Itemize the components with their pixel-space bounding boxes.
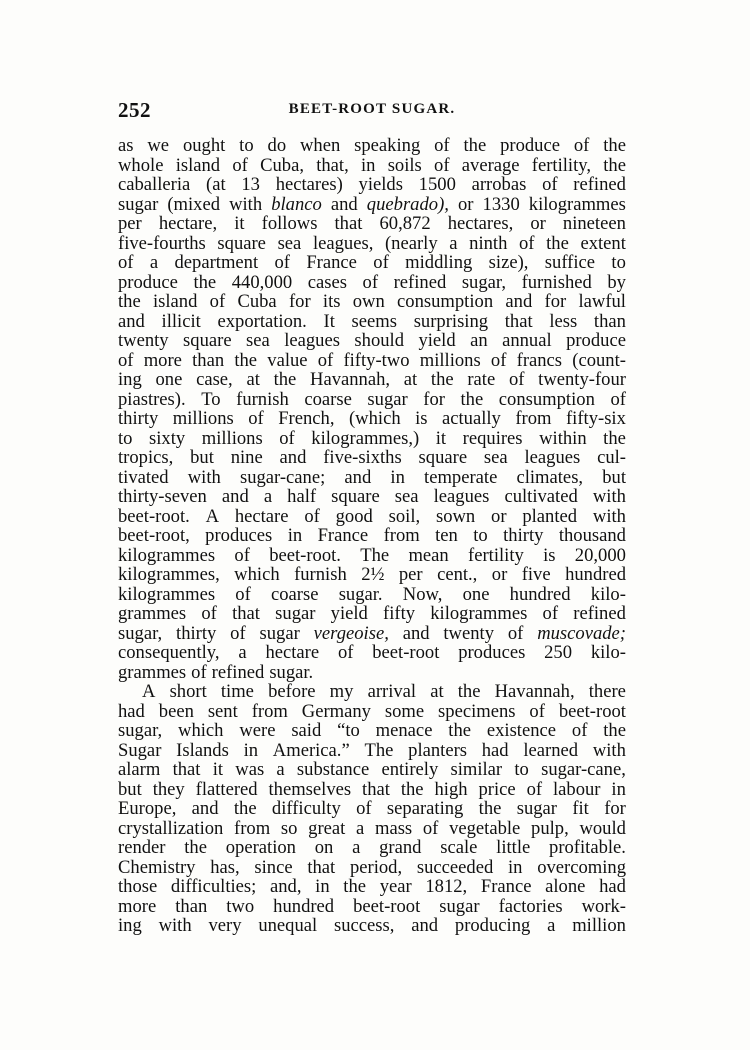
running-title: BEET-ROOT SUGAR. [288, 101, 456, 117]
text-line: had been sent from Germany some specimens of beet-root [118, 700, 626, 722]
text-line: render the operation on a grand scale little profitable. [118, 837, 626, 858]
text-line: whole island of Cuba, that, in soils of average fertility, the [118, 154, 626, 176]
text-line: thirty millions of French, (which is actually from fifty-six [118, 408, 626, 429]
page-number: 252 [118, 98, 151, 122]
text-line: ing with very unequal success, and producing a million [118, 915, 626, 936]
text-line: of a department of France of middling size), suffice to [118, 252, 626, 273]
body-text [118, 136, 626, 1036]
text-line: per hectare, it follows that 60,872 hectares, or nineteen [118, 213, 626, 234]
text-line: beet-root. A hectare of good soil, sown or planted with [118, 505, 626, 527]
text-line: caballeria (at 13 hectares) yields 1500 arrobas of refined [118, 174, 626, 195]
text-line: twenty square sea leagues should yield an annual produce [118, 330, 626, 351]
text-line: five-fourths square sea leagues, (nearly a ninth of the extent [118, 232, 626, 254]
text-line: sugar (mixed with blanco and quebrado), or 1330 kilogrammes [118, 193, 626, 215]
page-header [118, 98, 626, 122]
text-line: consequently, a hectare of beet-root produces 250 kilo- [118, 642, 626, 663]
text-line: beet-root, produces in France from ten to thirty thousand [118, 525, 626, 546]
text-line: but they flattered themselves that the high price of labour in [118, 778, 626, 800]
text-line: produce the 440,000 cases of refined sugar, furnished by [118, 271, 626, 293]
text-line: A short time before my arrival at the Havannah, there [142, 681, 626, 702]
text-line: and illicit exportation. It seems surprising that less than [118, 310, 626, 332]
text-line: to sixty millions of kilogrammes,) it requires within the [118, 427, 626, 449]
text-line: tivated with sugar-cane; and in temperate climates, but [118, 466, 626, 488]
text-line: crystallization from so great a mass of vegetable pulp, would [118, 817, 626, 839]
text-line: piastres). To furnish coarse sugar for the consumption of [118, 388, 626, 410]
text-line: sugar, thirty of sugar vergeoise, and twenty of muscovade; [118, 622, 626, 644]
text-line: more than two hundred beet-root sugar factories work- [118, 895, 626, 917]
text-line: those difficulties; and, in the year 1812, France alone had [118, 876, 626, 897]
text-line: Chemistry has, since that period, succeeded in overcoming [118, 856, 626, 878]
text-line: ing one case, at the Havannah, at the rate of twenty-four [118, 369, 626, 390]
text-line: grammes of that sugar yield fifty kilogrammes of refined [118, 603, 626, 624]
text-line: grammes of refined sugar. [118, 661, 314, 683]
text-line: tropics, but nine and five-sixths square sea leagues cul- [118, 447, 626, 468]
text-line: sugar, which were said “to menace the existence of the [118, 720, 626, 741]
text-line: kilogrammes of beet-root. The mean fertility is 20,000 [118, 544, 626, 566]
text-line: thirty-seven and a half square sea leagues cultivated with [118, 486, 626, 507]
text-line: kilogrammes, which furnish 2½ per cent., or five hundred [118, 564, 626, 585]
text-line: Europe, and the difficulty of separating the sugar fit for [118, 798, 626, 819]
text-line: Sugar Islands in America.” The planters had learned with [118, 739, 626, 761]
text-line: of more than the value of fifty-two millions of francs (count- [118, 349, 626, 371]
text-line: alarm that it was a substance entirely similar to sugar-cane, [118, 759, 626, 780]
text-line: the island of Cuba for its own consumption and for lawful [118, 291, 626, 312]
text-line: as we ought to do when speaking of the produce of the [118, 136, 626, 156]
text-line: kilogrammes of coarse sugar. Now, one hundred kilo- [118, 583, 626, 605]
